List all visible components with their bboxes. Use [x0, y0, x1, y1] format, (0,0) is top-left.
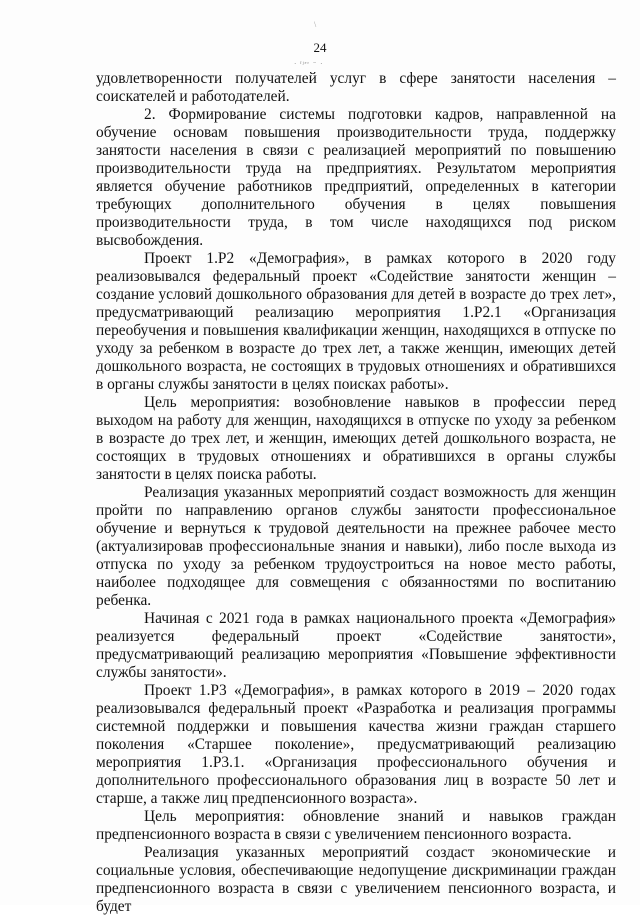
- page-number: 24: [313, 40, 327, 55]
- paragraph-project-p3: Проект 1.Р3 «Демография», в рамках которого в 2019 – 2020 годах реализовывался федеральный проект «Разработка и реализация программы системной поддержки и повышения качества жизни граждан старшего поколения «Старшее поколение», предусматривающий реализацию мероприятия 1.Р3.1. «Организация профессионального обучения и дополнительного профессионального образования лиц в возрасте 50 лет и старше, а также лиц предпенсионного возраста».: [96, 682, 616, 807]
- document-body: [96, 70, 616, 916]
- paragraph-2021-project: Начиная с 2021 года в рамках национального проекта «Демография» реализуется федеральный проект «Содействие занятости», предусматривающий реализацию мероприятия «Повышение эффективности службы занятости».: [96, 610, 616, 681]
- scan-artifact-tick: \: [314, 20, 317, 29]
- paragraph-p3-result: Реализация указанных мероприятий создаст экономические и социальные условия, обеспечивающие недопущение дискриминации граждан предпенсионного возраста в связи с увеличением пенсионного возраста, и будет: [96, 844, 616, 915]
- paragraph-p2-result: Реализация указанных мероприятий создаст возможность для женщин пройти по направлению органов службы занятости профессиональное обучение и вернуться к трудовой деятельности на прежнее рабочее место (актуализировав профессиональные знания и навыки), либо после выхода из отпуска по уходу за ребенком трудоустроиться на новое место работы, наиболее подходящее для совмещения с обязанностями по воспитанию ребенка.: [96, 484, 616, 609]
- scan-artifact-mark: · ᶠʲᵉʳ ⁻ ·: [294, 60, 324, 68]
- paragraph-p3-goal: Цель мероприятия: обновление знаний и навыков граждан предпенсионного возраста в связи с увеличением пенсионного возраста.: [96, 808, 616, 843]
- paragraph-training-system: 2. Формирование системы подготовки кадров, направленной на обучение основам повышения производительности труда, поддержку занятости населения в связи с реализацией мероприятий по повышению производительности труда на предприятиях. Результатом мероприятия является обучение работников предприятий, определенных в категории требующих дополнительного обучения в целях повышения производительности труда, в том числе находящихся под риском высвобождения.: [96, 106, 616, 249]
- paragraph-p2-goal: Цель мероприятия: возобновление навыков в профессии перед выходом на работу для женщин, находящихся в отпуске по уходу за ребенком в возрасте до трех лет, и женщин, имеющих детей дошкольного возраста, не состоящих в трудовых отношениях и обратившихся в органы службы занятости в целях поиска работы.: [96, 394, 616, 483]
- paragraph-continuation: удовлетворенности получателей услуг в сфере занятости населения – соискателей и работодателей.: [96, 70, 616, 105]
- paragraph-project-p2: Проект 1.Р2 «Демография», в рамках которого в 2020 году реализовывался федеральный проект «Содействие занятости женщин – создание условий дошкольного образования для детей в возрасте до трех лет», предусматривающий реализацию мероприятия 1.Р2.1 «Организация переобучения и повышения квалификации женщин, находящихся в отпуске по уходу за ребенком в возрасте до трех лет, а также женщин, имеющих детей дошкольного возраста, не состоящих в трудовых отношениях и обратившихся в органы службы занятости в целях поисках работы».: [96, 250, 616, 393]
